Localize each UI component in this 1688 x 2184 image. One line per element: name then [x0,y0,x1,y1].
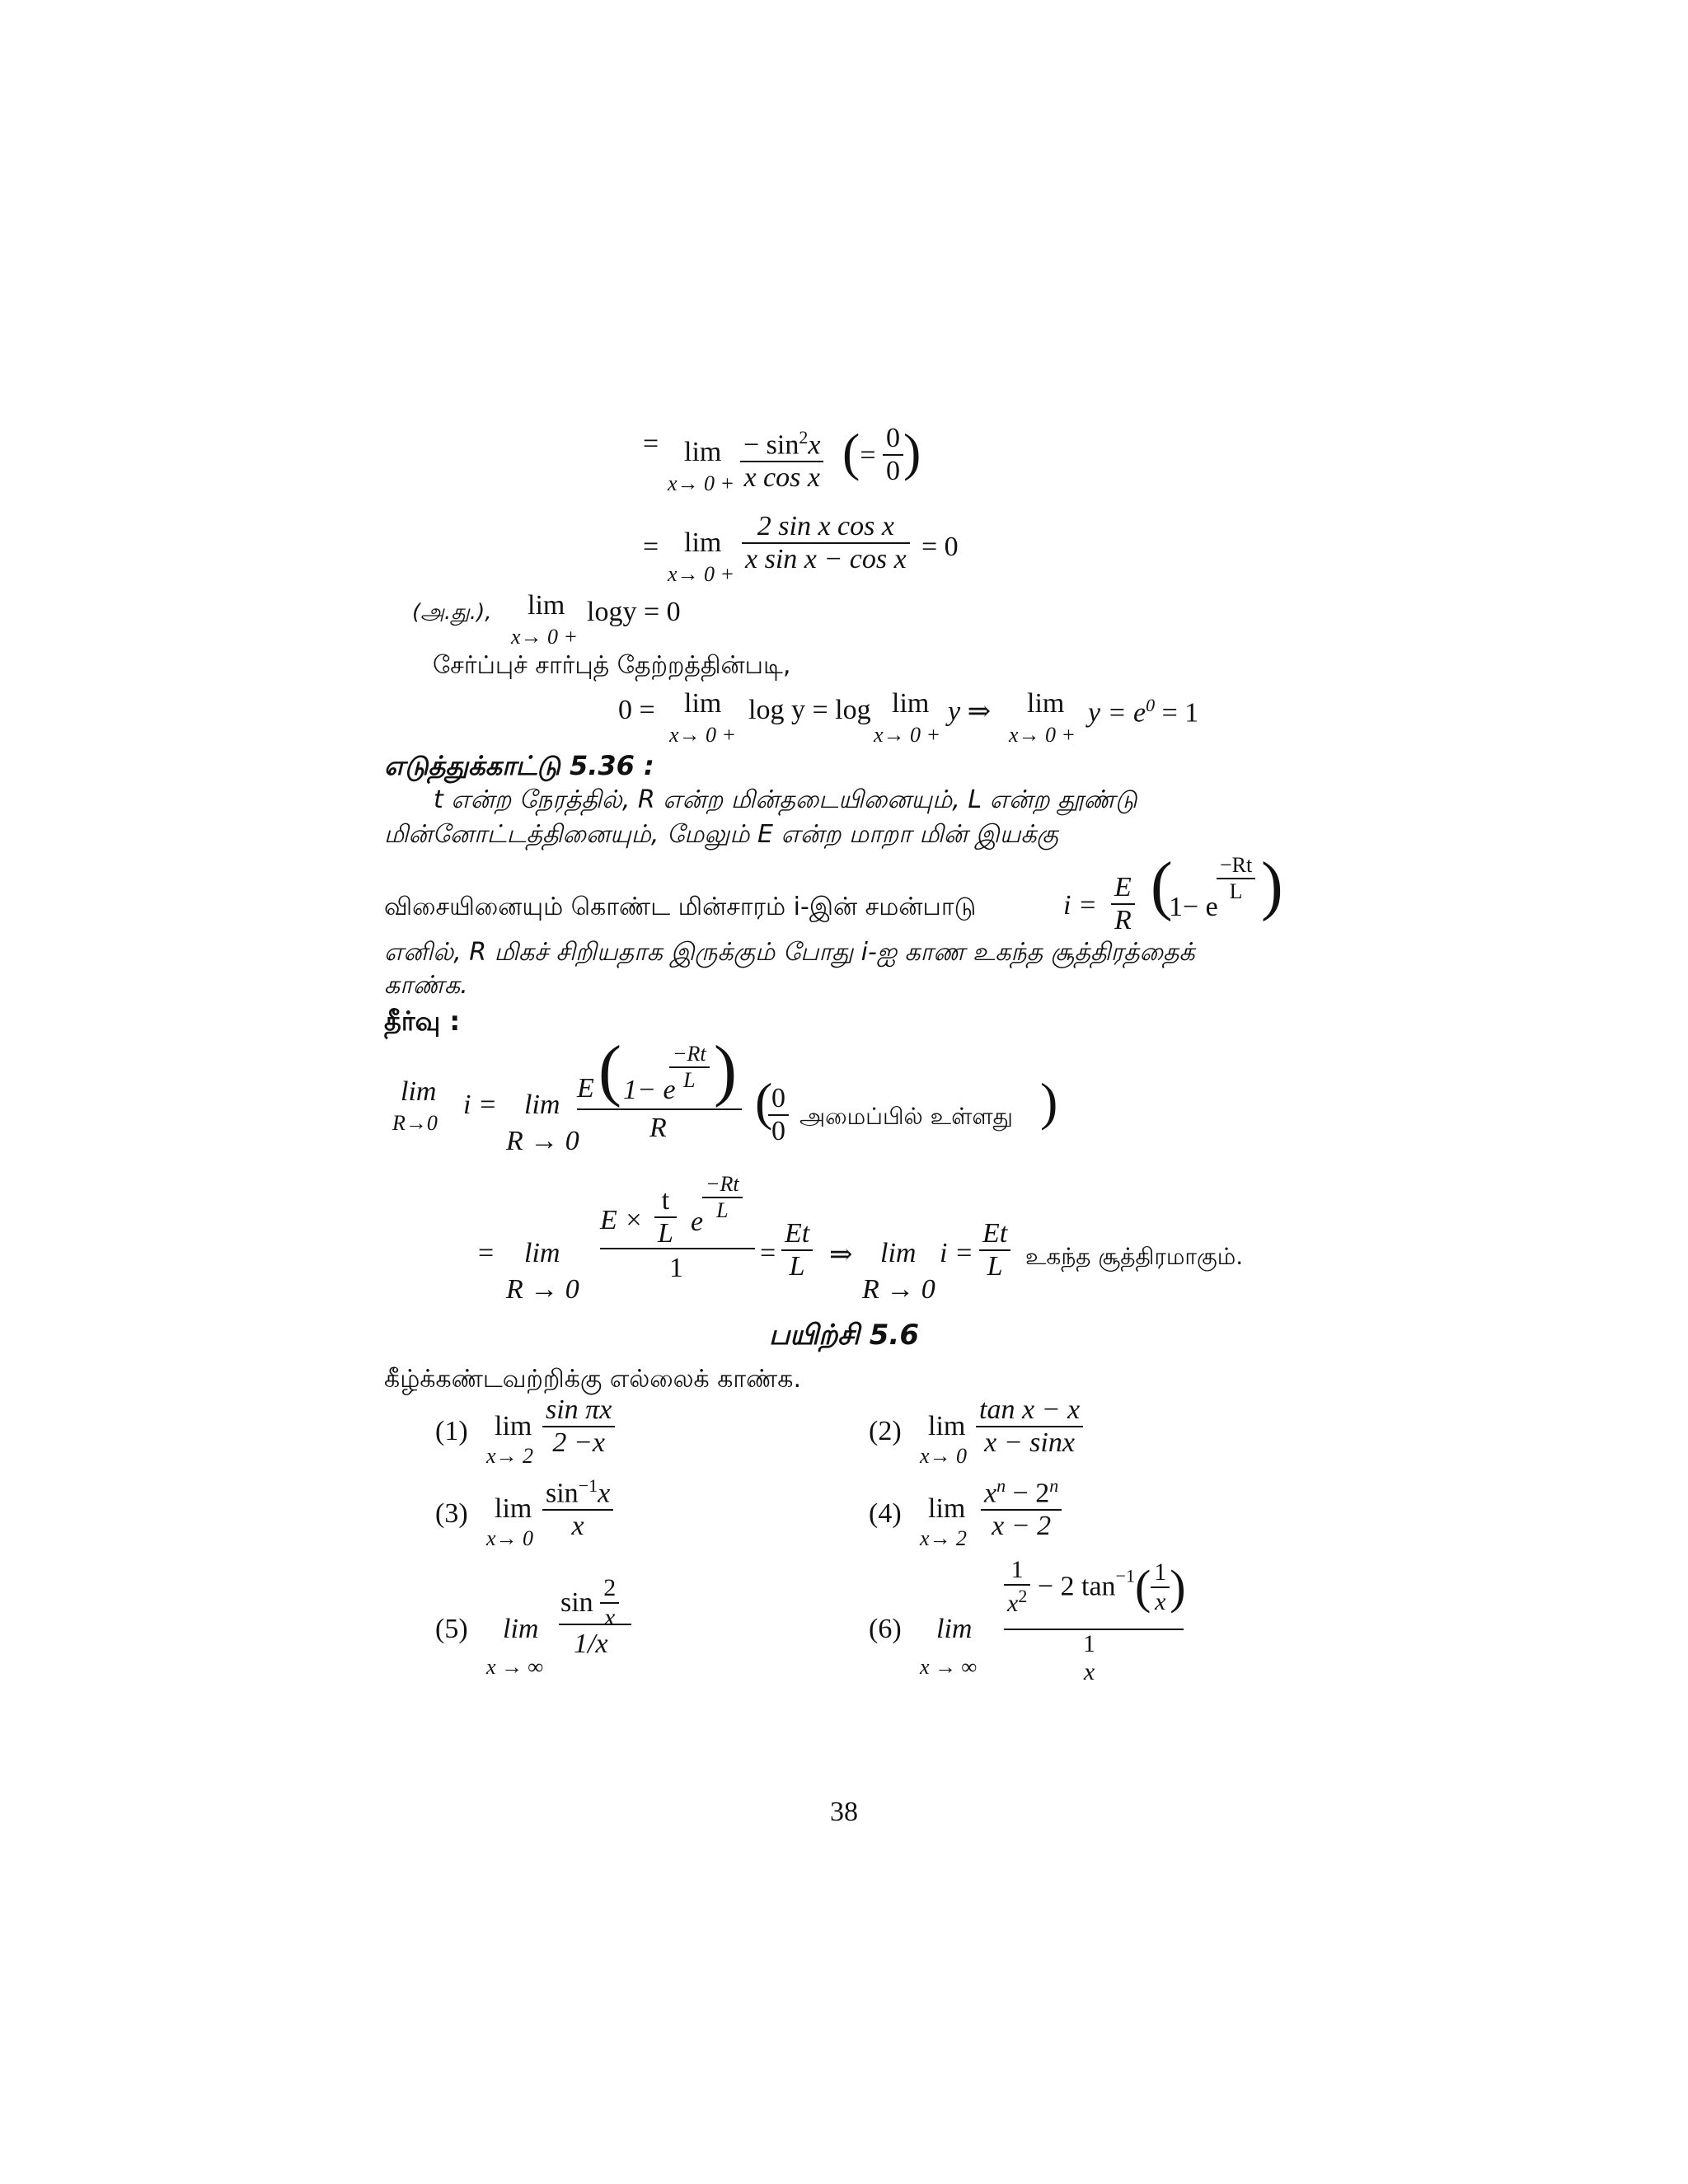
exercise-instruction: கீழ்க்கண்டவற்றிக்கு எல்லைக் காண்க. [384,1365,802,1394]
ex-item-5: (5) [435,1614,468,1644]
ex5-num: sin $\frac{2}{x}$ [560,1574,619,1632]
sol1-sub: R→0 [392,1111,438,1135]
ex-item-1: (1) [435,1416,468,1446]
example-formula-paren-close: ) [1261,850,1283,922]
sol1-i: i = [463,1090,497,1120]
example-line3: விசையினையும் கொண்ட மின்சாரம் i-இன் சமன்பாடு [384,893,977,921]
ex1-sub: x→ 2 [486,1444,534,1468]
sol2-eqfrac: = [760,1238,776,1268]
step4-lim2: lim [892,688,930,719]
ex6-den: 1 x [1083,1630,1095,1685]
step2-lim: lim [684,527,722,558]
sol1-lim2: lim [524,1090,560,1120]
ex4-sub: x→ 2 [920,1526,968,1550]
sol2-tail: உகந்த சூத்திரமாகும். [1025,1243,1244,1270]
ex5-lim: lim [503,1614,539,1644]
example-formula-exp-frac: $\frac{-Rt}{L}$ [1217,853,1255,904]
example-line2: மின்னோட்டத்தினையும், மேலும் E என்ற மாறா மின் இயக்கு [384,820,1059,849]
example-formula-frac: $\frac{E}{R}$ [1111,872,1135,936]
step4-lhs: 0 = [618,695,655,725]
ex2-frac: $\frac{\text{tan x − x}}{x - \sin x}$ [976,1394,1083,1459]
sol1-sub2: R → 0 [506,1126,579,1156]
exercise-title: பயிற்சி 5.6 [768,1319,920,1352]
continuity-text: சேர்ப்புச் சார்புத் தேற்றத்தின்படி, [433,651,791,680]
ex2-lim: lim [928,1411,966,1441]
sol1-exp-frac: $\frac{-Rt}{L}$ [669,1042,710,1093]
sol2-lim2: lim [880,1238,917,1268]
sol2-i: i = [940,1238,973,1268]
step1 [643,429,659,460]
eq-sign: = [643,429,659,459]
ex1-frac: $\frac{\text{sin πx}}{2 -x}$ [542,1394,615,1459]
step4-mid2: y ⇒ [948,696,992,727]
sol2-den: 1 [669,1253,683,1283]
sol2-exp-frac: $\frac{-Rt}{L}$ [702,1172,743,1223]
sol2-sub: R → 0 [506,1274,579,1305]
ex6-lim: lim [936,1614,973,1644]
ex3-frac: $\frac{\sin^{-1}x}{x}$ [542,1475,613,1542]
step1-indeterminate: (= $\frac{0}{0}$ ) [842,423,921,487]
example-heading: எடுத்துக்காட்டு 5.36 : [384,750,654,781]
sol1-paren-open: ( [598,1032,621,1108]
step4-lim1: lim [684,688,722,719]
step4-rhs: $y = e^0 = 1$ [1088,695,1199,729]
ex4-frac: $\frac{x^n - 2^n}{x - 2}$ [981,1475,1062,1542]
example-formula-exp: 1− e [1169,892,1218,922]
step1-sub: x→ 0 + [668,471,735,495]
sol2-tL: $\frac{t}{L}$ [654,1185,677,1249]
sol1-paren-close: ) [714,1032,737,1108]
step2-eq: = [643,532,659,562]
sol1-ind-text: அமைப்பில் உள்ளது [799,1103,1013,1130]
sol2-EtL2: $\frac{Et}{L}$ [979,1218,1010,1282]
step4-sub3: x→ 0 + [1009,723,1076,747]
sol2-eq: = [478,1238,495,1268]
sol1-frac-bar [577,1108,742,1110]
sol1-ind-frac: $\frac{0}{0}$ [768,1083,789,1147]
step3-lim: lim [528,590,565,621]
ex1-lim: lim [495,1411,532,1441]
ex3-sub: x→ 0 [486,1526,534,1550]
ex6-num: $\frac{1}{x^2}$ − 2 $\tan^{-1}$( $\frac{1}{x}$ ) [1004,1556,1186,1618]
example-formula-lhs: i = [1063,890,1097,921]
sol1-num-E: E [577,1073,594,1104]
sol2-EtL: $\frac{Et}{L}$ [781,1218,813,1282]
sol1-den: R [649,1113,667,1143]
ex5-den: 1/x [574,1629,608,1659]
sol1-ind-close: ) [1040,1072,1058,1131]
step2-sub: x→ 0 + [668,562,735,586]
step1-frac: $\frac{- \sin^2x}{\text{x cos x}}$ [740,427,823,494]
sol1-ind-open: ( [755,1072,773,1131]
step2-frac: $\frac{\text{2 sin x cos x}}{\text{x sin x − cos x}}$ [742,511,910,575]
example-line5: காண்க. [384,971,468,1000]
solution-heading: தீர்வு : [384,1005,461,1037]
step3-sub: x→ 0 + [511,625,579,649]
step4-sub2: x→ 0 + [874,723,941,747]
example-line4: எனில், R மிகச் சிறியதாக இருக்கும் போது i-ஐ காண உகந்த சூத்திரத்தைக் [384,938,1195,967]
step1-lim: lim [684,437,722,467]
page-number: 38 [830,1797,858,1827]
ex2-sub: x→ 0 [920,1444,968,1468]
step4-lim3: lim [1027,688,1065,719]
sol2-sub2: R → 0 [862,1274,935,1305]
step4-sub1: x→ 0 + [669,723,737,747]
ex5-sub: x → ∞ [486,1655,544,1679]
ex4-lim: lim [928,1493,966,1524]
ex-item-2: (2) [869,1416,902,1446]
sol2-e: e [691,1207,704,1237]
step2-result: = 0 [921,532,959,562]
sol2-frac-bar [600,1248,755,1249]
sol1-one-minus: 1− e [623,1075,676,1105]
ex-item-4: (4) [869,1498,902,1529]
step4-mid1: log y = log [748,695,871,725]
sol1-lim: lim [401,1076,437,1107]
sol2-implies: ⇒ [829,1240,853,1270]
sol2-Etimes: E × [600,1205,644,1235]
step3-expr: logy = 0 [587,597,681,627]
ex-item-6: (6) [869,1614,902,1644]
ex6-sub: x → ∞ [920,1655,978,1679]
step3-prefix: (அ.து.), [412,600,492,625]
sol2-lim: lim [524,1238,560,1268]
ex-item-3: (3) [435,1498,468,1529]
example-line1: t என்ற நேரத்தில், R என்ற மின்தடையினையும், L என்ற தூண்டு [434,785,1137,814]
example-formula-paren: ( [1151,850,1173,922]
ex3-lim: lim [495,1493,532,1524]
ex5-frac-bar [559,1624,631,1625]
